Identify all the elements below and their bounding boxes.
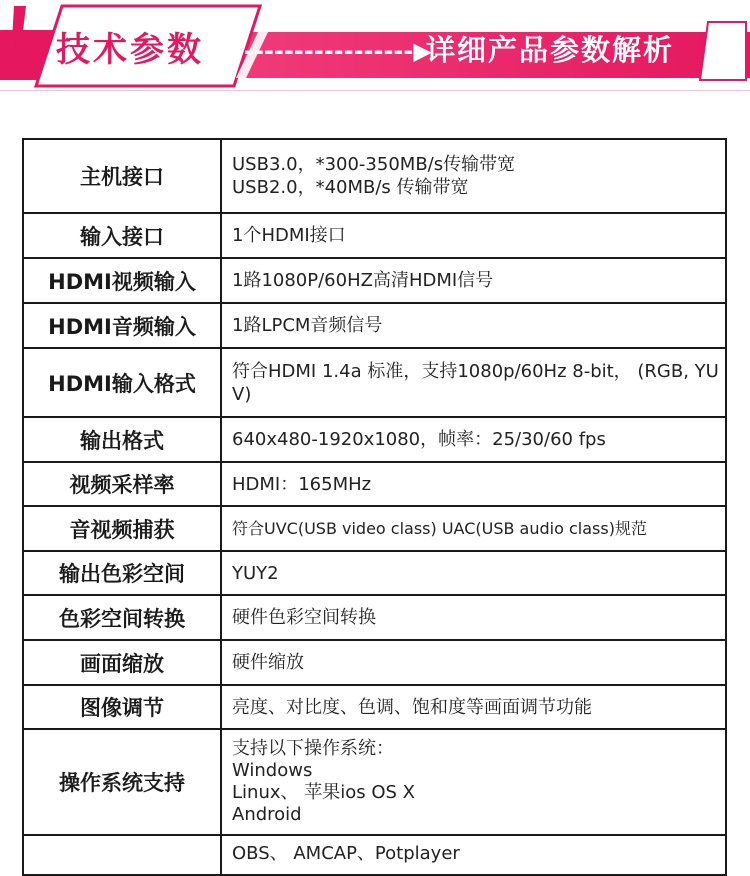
page-subtitle: 详细产品参数解析	[426, 33, 675, 67]
table-row	[23, 595, 726, 640]
value-line: 符合HDMI 1.4a 标准，支持1080p/60Hz 8-bit， (RGB, YUV)	[232, 360, 719, 405]
value-line: 640x480-1920x1080，帧率：25/30/60 fps	[232, 429, 606, 450]
row-label: 操作系统支持	[23, 729, 221, 835]
value-line: Linux、 苹果ios OS X	[232, 782, 415, 803]
table-row	[23, 417, 726, 462]
table-row	[23, 213, 726, 258]
row-value	[221, 685, 726, 729]
value-line: Android	[232, 804, 302, 825]
row-label: HDMI视频输入	[23, 258, 221, 303]
row-label: 图像调节	[23, 685, 221, 729]
value-line: USB3.0，*300-350MB/s传输带宽	[232, 154, 516, 175]
header-banner	[0, 0, 750, 95]
row-value	[221, 551, 726, 595]
row-value	[221, 595, 726, 640]
row-value	[221, 258, 726, 303]
table-row	[23, 348, 726, 417]
row-value	[221, 139, 726, 213]
row-value	[221, 506, 726, 551]
table-row	[23, 303, 726, 348]
table-row	[23, 139, 726, 213]
value-line: 支持以下操作系统：	[232, 738, 394, 759]
value-line: 1路LPCM音频信号	[232, 315, 383, 336]
row-value	[221, 417, 726, 462]
row-label: 视频采样率	[23, 462, 221, 506]
row-value	[221, 348, 726, 417]
row-label: 色彩空间转换	[23, 595, 221, 640]
row-label: 输入接口	[23, 213, 221, 258]
table-row	[23, 462, 726, 506]
value-line: 1个HDMI接口	[232, 225, 346, 246]
row-label: 输出色彩空间	[23, 551, 221, 595]
row-label	[23, 835, 221, 875]
table-row	[23, 551, 726, 595]
value-line: 1路1080P/60HZ高清HDMI信号	[232, 270, 494, 291]
value-line: 硬件色彩空间转换	[232, 607, 376, 628]
dashed-arrow: -----------------▶	[244, 37, 432, 65]
value-line: OBS、 AMCAP、Potplayer	[232, 843, 460, 864]
value-line: YUY2	[232, 562, 279, 584]
page-title: 技术参数	[56, 30, 204, 70]
row-label: 画面缩放	[23, 640, 221, 685]
table-row	[23, 835, 726, 875]
row-value	[221, 462, 726, 506]
value-line: Windows	[232, 760, 313, 781]
row-value	[221, 640, 726, 685]
row-value	[221, 729, 726, 835]
row-label: HDMI输入格式	[23, 348, 221, 417]
row-label: 主机接口	[23, 139, 221, 213]
row-value	[221, 303, 726, 348]
spec-table	[22, 138, 727, 876]
value-line: USB2.0，*40MB/s 传输带宽	[232, 177, 469, 198]
pen-icon	[0, 0, 34, 56]
table-row	[23, 506, 726, 551]
value-line: 亮度、对比度、色调、饱和度等画面调节功能	[232, 696, 592, 718]
table-row	[23, 685, 726, 729]
row-label: 音视频捕获	[23, 506, 221, 551]
value-line: 硬件缩放	[232, 652, 304, 673]
row-label: HDMI音频输入	[23, 303, 221, 348]
table-row	[23, 258, 726, 303]
table-row	[23, 729, 726, 835]
row-value	[221, 213, 726, 258]
value-line: 符合UVC(USB video class) UAC(USB audio class)规范	[232, 519, 647, 538]
row-label: 输出格式	[23, 417, 221, 462]
table-row	[23, 640, 726, 685]
value-line: HDMI：165MHz	[232, 473, 372, 495]
row-value	[221, 835, 726, 875]
